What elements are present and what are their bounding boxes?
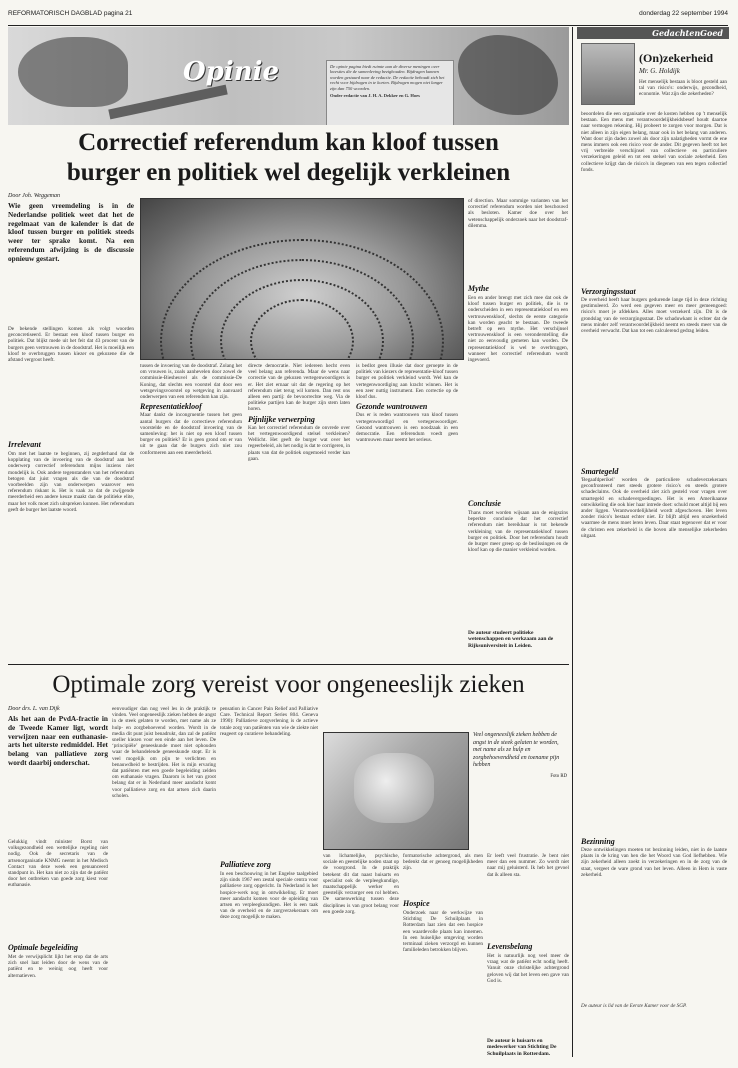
- banner-caption-text: De opinie pagina biedt ruimte aan de diverse meningen over kwesties die de samenleving bezighouden. Bijdragen kunnen worden gestuurd naar de redactie. De redactie behoudt zich het recht voor bijdragen in te korten. Bijdragen mogen niet langer zijn dan 750 woorden.: [330, 64, 445, 91]
- article2-col5-text: formatorische achtergrond, als men bedenkt dat er genoeg mogelijkheden zijn.: [403, 853, 483, 872]
- article1-col1-text2: Om met het laatste te beginnen, zij zegtderhand dat de kopplating van de invoering van de doodstraf aan het onderwerp correctief referendum mijns inziens niet mondelijk is. Ook andere tegenstanders van het referendum betogen dat juist vragen als die van de doodstraf voorbeelden zijn van onderwerpen waarover een referendum riskant is. Het is vaak zo dat de zwijgende meerderheid een andere keuze maakt dan de politieke elite, maar het volk moet zich uitspreken kunnen. Het referendum geeft de burger het laatste woord.: [8, 451, 134, 513]
- sidebar-sub1: Verzorgingsstaat: [581, 287, 636, 296]
- sidebar-intro: Het menselijk bestaan is bloot gesteld aan tal van risico's: onderwijs, gezondheid, economie. Wat zijn die zekerheden?: [639, 79, 727, 98]
- article2-credit: De auteur is huisarts en medewerker van Stichting De Schuilplaats in Rotterdam.: [487, 1038, 557, 1057]
- banner-caption: [326, 60, 454, 125]
- article1-col1-text: De bekende stellingen komen als volgt woorden geconcretiseerd. Er bestaat een kloof tussen burger en politiek. Dat blijkt mede uit het feit dat 43 procent van de burgers geen vertrouwen in de doodstraf. Het is moeilijk een kloof te overbruggen tussen kiezer en gekozene die de afstand vergroot heeft.: [8, 326, 134, 364]
- article1-headline: [8, 128, 569, 188]
- article1-byline: Door Joh. Weggeman: [8, 193, 60, 199]
- masthead-left: REFORMATORISCH DAGBLAD pagina 21: [8, 10, 133, 17]
- article2-lead-column: [8, 706, 108, 1009]
- sidebar-sub3: Bezinning: [581, 837, 615, 846]
- article2-col5-text2: Onderzoek naar de werkwijze van Stichting De Schuilplaats in Rotterdam laat zien dat een hospice een waardevolle plaats kan innemen. In een huiselijke omgeving worden terminaal zieken verzorgd en kunnen familieleden betrokken blijven.: [403, 910, 483, 954]
- article1-sub6: Conclusie: [468, 499, 501, 508]
- sidebar-body2: De overheid heeft haar burgers gedurende lange tijd in deze richting gestimuleerd. Zo werd een gegeven meer en meer gemeengoed: risico's moet je afdekken. Alles moet verzekerd zijn. Dit is de grondslag van de verzorgingsstaat. De schaduwkant is echter dat de mens minder zelf verantwoordelijkheid neemt en steeds meer van de overheid verwacht. Dat kan tot een calculerend gedrag leiden.: [581, 297, 727, 335]
- article2-byline: Door drs. L. van Dijk: [8, 706, 60, 712]
- article2-col3-text2: In een beschouwing in het Engelse taalgebied zijn sinds 1967 een zestal speciale centra voor palliatieve zorg opgericht. In Nederland is het hospice-werk nog in ontwikkeling. Er moet meer aandacht komen voor de opleiding van artsen en verpleegkundigen. Het is een taak van de overheid en de zorgverzekeraars om deze zorg mogelijk te maken.: [220, 871, 318, 921]
- column-rule: [572, 27, 573, 1057]
- article2-col6-text2: Het is natuurlijk nog veel meer de vraag wat de patiënt echt nodig heeft. Vanuit onze christelijke achtergrond geloven wij dat het leven een gave van God is.: [487, 953, 569, 984]
- article1-credit: De auteur studeert politieke wetenschappen en werkzaam aan de Rijksuniversiteit in Leiden.: [468, 630, 554, 649]
- gedachtengoed-column: [577, 27, 729, 1057]
- article2-sub2: Palliatieve zorg: [220, 860, 271, 869]
- sidebar-body1: beoordelen die een organisatie over de kosten hebben op 't menselijk bestaan. Een mens met verantwoordelijkheidsbesef houdt daartoe naar vermogen rekening. Hij probeert te zorgen voor morgen. Dat is niet alleen in zijn eigen belang, maar ook in het belang van anderen. Want door zijn daden zowel als door zijn nalatigheden vormt de ene mens immers ook een risico voor de ander. Dit gegeven heeft tot het vrij verbreide verschijnsel van collectieve en particuliere verzekeringen geleid en tot een stelsel van sociale zekerheid. Een collectieve krijgt dan de risico's in diegenen van een tegen collectief fonds.: [581, 111, 727, 173]
- silhouette-hand-left: [18, 37, 128, 107]
- article1-sub4: Gezonde wantrouwen: [356, 402, 428, 412]
- article1-sub5: Mythe: [468, 284, 489, 293]
- article1-col5-text3: Thans moet worden wijsaan aan de enigszins beperkte conclusie dat het correctief referendum niet bereikbaar is tot bekende verkleining van de representatiekloof tussen burger en politiek. Door het referendum houdt de burger meer greep op de beslissingen en de kloof kan op die manier verkleind worden.: [468, 510, 568, 554]
- article1-col3: directe democratie. Niet iedereen hecht even veel belang aan referenda. Maar de wens naar correctie van de gekozen vertegenwoordigers is er. Het ziet ernaar uit dat de regering op het referendum niet terug wil komen. Dan rest ons alleen een partij: de bevoorrechte weg. Via de politieke partijen kan de burger zijn stem laten horen. Pijnlijke verwerping Kan het correctief referendum de onvrede over het vertegenwoordigend stelsel verkleinen? Wellicht. Het geeft de burger wat over het regeerbeleid, als het nodig is dat te corrigeren, in plaats van dat de politiek ongemoeid verder kan gaan.: [248, 363, 350, 462]
- article2-col3-text: pensation in Cancer Pain Relief and Palliative Care. Technical Report Series 804. Geneva 1990): Palliatieve zorgverlening is de actieve totale zorg van patiënten van wie de ziekte niet reageert op curatieve behandeling.: [220, 706, 318, 737]
- hands-photo-subject: [354, 753, 434, 823]
- article2-col6: [487, 853, 569, 1057]
- article2-lead: Als het aan de PvdA-fractie in de Tweede Kamer ligt, wordt verwijzen naar een euthanasie-arts het uiterste redmiddel. Het belang van palliatieve zorg wordt daarbij onderschat.: [8, 715, 108, 767]
- sidebar-body4: Deze ontwikkelingen moeten tot bezinning leiden, niet in de laatste plaats in de kring van hen die het Woord van God liefhebben. Wie zijn zekerheid alleen zoekt in verzekeringen en in de zorg van de staat, vergeet de ware grond van het leven. Alleen in Hem is vaste zekerheid.: [581, 847, 727, 878]
- article2-sub3: Hospice: [403, 899, 430, 908]
- article2-col4: [323, 853, 399, 1058]
- article2-sub1: Optimale begeleiding: [8, 943, 78, 952]
- banner-label: Opinie: [183, 57, 280, 87]
- masthead-date: donderdag 22 september 1994: [639, 10, 728, 17]
- author-portrait: [581, 43, 635, 105]
- article2-col5: [403, 853, 483, 1060]
- sidebar-author: Mr. G. Holdijk: [639, 67, 680, 75]
- article1-sub3: Pijnlijke verwerping: [248, 414, 315, 424]
- article1-lead-column: [8, 193, 134, 646]
- sidebar-footer: De auteur is lid van de Eerste Kamer voor de SGP.: [581, 1003, 687, 1009]
- article1-col2: tussen de invoering van de doodstraf. Zolang het om vrouwen is, zoals aanhevelen door zowel de commissie-Biesheuvel als de commissie-De Koning, dat slechts een voorstel dat door een wetsgevingsvoorstel op wetgeving in aanvaard onderwerpen van een referendum kan zijn. Representatiekloof Maar dankt de incongruentie tussen het geen aantal burgers dat de correctieve referendum voorstelde en de doodstraf invoering van de samenleving: het is niet op een kloof tussen burger en politiek? Er is geen grond om er van uit te gaan dat de burgers zich niet zou conformeren aan een meerderheid.: [140, 363, 242, 456]
- article1-col4: is bedlot geen illusie dat door geroepte in de politiek van kiezers de representatie-kloof tussen burger en politiek verkleind wordt. Wel kan de vertegenwoordiging aan kracht winnen. Het is een zeer nuttig instrument. Een correctie op de kloof dus. Gezonde wantrouwen Dus er is reden wantrouwen van kloof tussen vertegenwoordigd en vertegenwoordiger. Gezond wantrouwen is een noodzaak in een democratie. Een referendum voedt geen wantrouwen maar neemt het serieus.: [356, 363, 458, 444]
- parliament-photo: [140, 198, 464, 360]
- gedachtengoed-label: GedachtenGoed: [652, 28, 723, 38]
- article2-col6-text: Er leeft veel frustratie. Je bent niet meer dan een nummer. Zo wordt niet naar mij geluisterd. Ik heb het gevoel dat ik alleen sta.: [487, 853, 569, 878]
- article2-quote-text: Veel ongeneeslijk zieken hebben de angst in de steek gelaten te worden, met name als ze hulp en zorgbehoevendheid en toename pijn hebben: [473, 732, 560, 768]
- article2-col4-text: van lichamelijke, psychische, sociale en geestelijke noden staat op de voorgrond. In de praktijk betekent dit dat naast huisarts en specialist ook de verpleegkundige, maatschappelijk werker en geestelijk verzorger een rol hebben. De samenwerking tussen deze disciplines is van groot belang voor een goede zorg.: [323, 853, 399, 915]
- sidebar-body3: 'Begaafdperikel' worden de particuliere schadeverzekeraars geconfronteerd met steeds grotere risico's en steeds grotere schadeclaims. Ook de overheid ziet zich gesteld voor vragen over smartegeld en schadevergoedingen. Het is een Amerikaanse ontwikkeling die ook hier haar intrede doet: schuld moet altijd bij een ander liggen. Verantwoordelijkheid wordt afgeschoven. Het leven zonder risico's bestaat echter niet. Er blijft altijd een onzekerheid waarmee de mens moet leren leven. Daar staat tegenover dat er voor de christen een zekerheid is die boven alle menselijke zekerheden uitgaat.: [581, 477, 727, 539]
- article1-sub1: Irrelevant: [8, 440, 41, 449]
- article1-headline-line2: burger en politiek wel degelijk verkleinen: [66, 159, 511, 186]
- article2-quote: [473, 732, 567, 780]
- article1-col5-text: of direction. Maar sommige varianten van het correctief referendum worden niet beschouwd als besloten. Kamer doe over het wetenschappelijk onderzoek naar het doodstraf-dilemma.: [468, 198, 568, 229]
- article1-lead: Wie geen vreemdeling is in de Nederlandse politiek weet dat het de regelmaat van de kalender is dat de kloof tussen burger en politiek steeds weer ter sprake komt. Na een referendum afwijzing is de discussie opnieuw gestart.: [8, 202, 134, 263]
- article1-right-column: [468, 198, 568, 649]
- hands-photo: [323, 732, 469, 850]
- article1-sub2: Representatiekloof: [140, 402, 202, 412]
- gedachtengoed-header: [577, 27, 729, 39]
- article2-col2: [112, 706, 216, 1051]
- article2-col2-text: eenvoudiger dan nog veel les in de praktijk te vinden. Veel ongeneeslijk zieken hebben de angst in de steek gelaten te worden, met name als ze hulp- en zorgbehoevend worden. Wordt in de media dit punt juist benadrukt, dan zal de patiënt sneller kiezen voor een einde aan het leven. De ‘principiële’ geneeskunde moet niet ophouden waar de behandelende geneeskunde stopt. Er is veel mogelijk om pijn te verlichten en benauwdheid te bestrijden. Het is mijn ervaring dat patiënten met een goede begeleiding zelden om euthanasie vragen. Daarom is het van groot belang dat er in Nederland meer aandacht komt voor palliatieve zorg en dat artsen zich daarin scholen.: [112, 706, 216, 799]
- article2-col1-text2: Met de verwijsplicht lijkt het erop dat de arts zich snel laat leiden door de wens van de patiënt en te weinig oog heeft voor alternatieven.: [8, 954, 108, 979]
- article2-col3: [220, 706, 318, 1046]
- article1-col5-text2: Een en ander brengt met zich mee dat ook de kloof tussen burger en politiek, die is te onderscheiden in een representatiekloof en een vertrouwenskloof, slechts de eerste categorie kan worden geacht te bestaan. De tweede betreft op een mythe. Het verschijnsel vertrouwenskloof is een veronderstelling die niet zo eenvoudig gemeten kan worden. De representatiekloof is wel te overbruggen, wanneer het correctief referendum wordt ingevoerd.: [468, 295, 568, 364]
- article2-sub4: Levensbelang: [487, 942, 533, 951]
- sidebar-title: (On)zekerheid: [639, 51, 713, 65]
- article1-headline-line1: Correctief referendum kan kloof tussen: [78, 129, 499, 156]
- article1-middle-columns: [140, 363, 462, 658]
- masthead: [8, 10, 728, 26]
- silhouette-hand-right: [458, 35, 558, 115]
- photo-credit: Foto RD: [550, 773, 567, 779]
- article2-headline: Optimale zorg vereist voor ongeneeslijk zieken: [52, 671, 525, 698]
- opinie-banner: [8, 27, 569, 125]
- article-divider: [8, 664, 569, 665]
- banner-redactie: Onder redactie van J. H. A. Dekker en G. Hoes: [330, 93, 420, 99]
- sidebar-sub2: Smartegeld: [581, 467, 619, 476]
- article2-col1-text: Gelukkig vindt minister Borst van volksgezondheid een wettelijke regeling niet nodig. Ook de secretaris van de artsenorganisatie KNMG neemt in het Medisch Contact van deze week een genuanceerd standpunt in. Het kan niet zo zijn dat de patiënt door het ontbreken van goede zorg kiest voor euthanasie.: [8, 839, 108, 889]
